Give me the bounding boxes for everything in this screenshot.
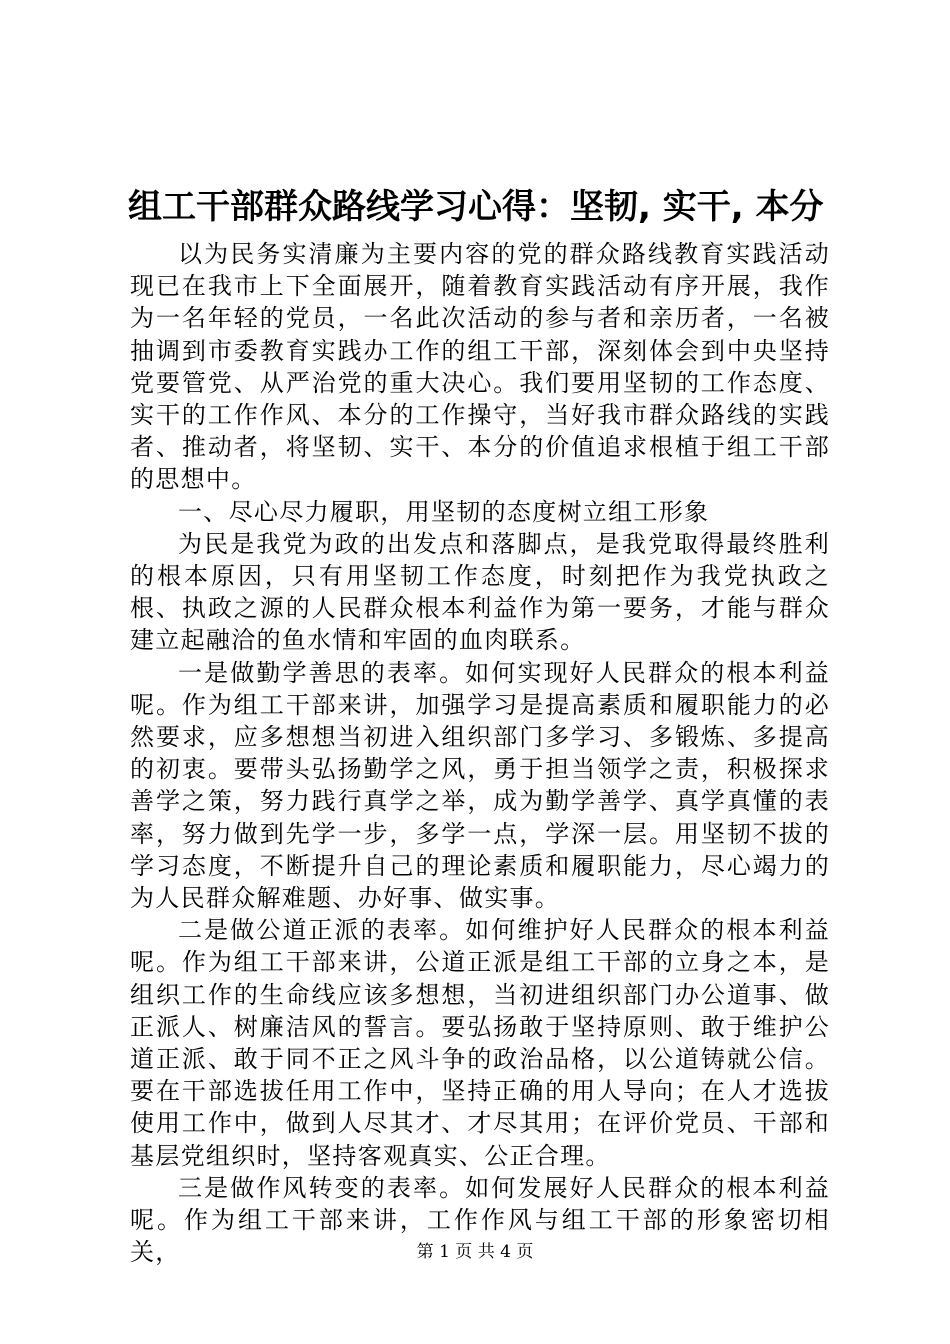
document-body (130, 238, 830, 1269)
point-three-paragraph: 三是做作风转变的表率。如何发展好人民群众的根本利益呢。作为组工干部来讲，工作作风与组工干部的形象密切相关， (130, 1173, 830, 1267)
intro-paragraph: 以为民务实清廉为主要内容的党的群众路线教育实践活动现已在我市上下全面展开，随着教育实践活动有序开展，我作为一名年轻的党员，一名此次活动的参与者和亲历者，一名被抽调到市委教育实践办工作的组工干部，深刻体会到中央坚持党要管党、从严治党的重大决心。我们要用坚韧的工作态度、实干的工作作风、本分的工作操守，当好我市群众路线的实践者、推动者，将坚韧、实干、本分的价值追求根植于组工干部的思想中。 (130, 240, 830, 494)
page-footer: 第 1 页 共 4 页 (416, 1242, 534, 1262)
point-two-paragraph: 二是做公道正派的表率。如何维护好人民群众的根本利益呢。作为组工干部来讲，公道正派是组工干部的立身之本，是组织工作的生命线应该多想想，当初进组织部门办公道事、做正派人、树廉洁风的誓言。要弘扬敢于坚持原则、敢于维护公道正派、敢于同不正之风斗争的政治品格，以公道铸就公信。要在干部选拔任用工作中，坚持正确的用人导向；在人才选拔使用工作中，做到人尽其才、才尽其用；在评价党员、干部和基层党组织时，坚持客观真实、公正合理。 (130, 916, 830, 1170)
section-paragraph: 为民是我党为政的出发点和落脚点，是我党取得最终胜利的根本原因，只有用坚韧工作态度，时刻把作为我党执政之根、执政之源的人民群众根本利益作为第一要务，才能与群众建立起融洽的鱼水情和牢固的血肉联系。 (130, 529, 830, 655)
section-heading: 一、尽心尽力履职，用坚韧的态度树立组工形象 (178, 497, 710, 526)
document-title: 组工干部群众路线学习心得：坚韧, 实干, 本分 (128, 187, 824, 227)
point-one-paragraph: 一是做勤学善思的表率。如何实现好人民群众的根本利益呢。作为组工干部来讲，加强学习是提高素质和履职能力的必然要求，应多想想当初进入组织部门多学习、多锻炼、多提高的初衷。要带头弘扬勤学之风，勇于担当领学之责，积极探求善学之策，努力践行真学之举，成为勤学善学、真学真懂的表率，努力做到先学一步，多学一点，学深一层。用坚韧不拔的学习态度，不断提升自己的理论素质和履职能力，尽心竭力的为人民群众解难题、办好事、做实事。 (130, 658, 830, 913)
